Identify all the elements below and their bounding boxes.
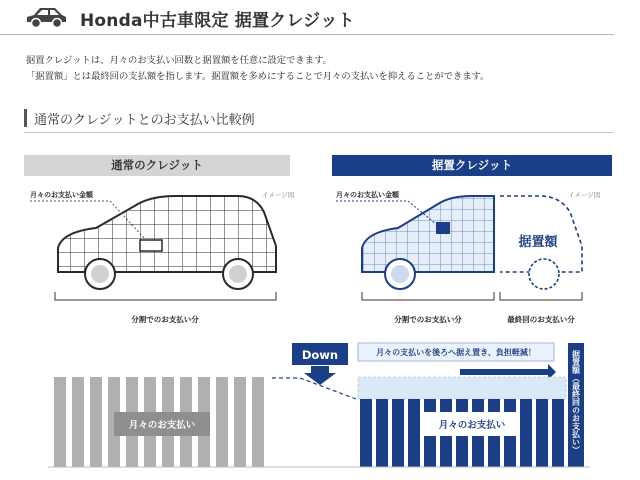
deferred-monthly-bar-label: 月々のお支払い — [438, 420, 506, 431]
normal-monthly-amount-label: 月々のお支払い金額 — [30, 191, 93, 199]
down-label: Down — [301, 348, 339, 362]
deferred-callout: 月々の支払いを後ろへ据え置き、負担軽減！ — [376, 348, 536, 357]
deferred-image-note: イメージ図 — [568, 191, 601, 199]
deferred-shifted-area — [358, 377, 566, 399]
normal-image-note: イメージ図 — [262, 191, 295, 199]
deferred-amount-label: 据置額 — [518, 235, 558, 250]
normal-monthly-bar-label: 月々のお支払い — [128, 420, 196, 431]
description-line-1: 据置クレジットは、月々のお支払い回数と据置額を任意に設定できます。 — [26, 55, 332, 66]
normal-installments-label: 分割でのお支払い分 — [131, 315, 199, 324]
deferred-monthly-amount-label: 月々のお支払い金額 — [336, 191, 399, 199]
deferred-credit-header: 据置クレジット — [332, 155, 612, 176]
final-payment-label: 最終回のお支払い分 — [507, 315, 575, 324]
page-title: Honda中古車限定 据置クレジット — [80, 11, 355, 31]
section-title: 通常のクレジットとのお支払い比較例 — [34, 113, 255, 128]
description-line-2: 「据置額」とは最終回の支払額を指します。据置額を多めにすることで月々の支払いを抑えることができます。 — [26, 71, 490, 82]
normal-credit-header: 通常のクレジット — [24, 155, 290, 176]
normal-car-illustration — [50, 190, 282, 289]
deferred-installments-label: 分割でのお支払い分 — [394, 315, 462, 324]
deferred-vertical-label: 据置額（最終回のお支払い） — [571, 350, 581, 454]
